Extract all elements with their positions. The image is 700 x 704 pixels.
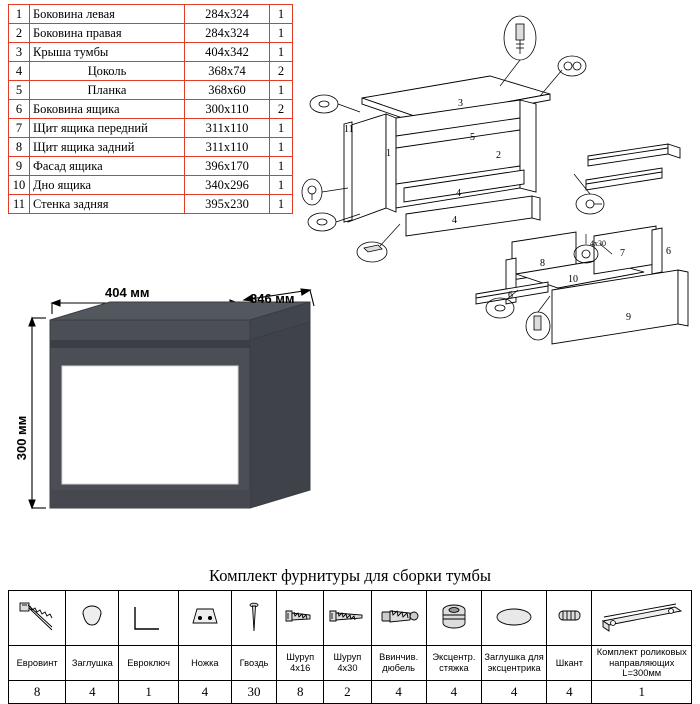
kit-item-name: Комплект роликовых направляющих L=300мм — [592, 646, 692, 681]
table-row — [9, 195, 293, 214]
drawer-front-face — [62, 366, 238, 484]
kit-item-name: Евровинт — [9, 646, 66, 681]
kit-item-name: Ввинчив. дюбель — [371, 646, 426, 681]
part-size: 284х324 — [185, 5, 270, 24]
table-row — [9, 43, 293, 62]
part-name: Крыша тумбы — [30, 43, 185, 62]
part-qty: 2 — [270, 62, 293, 81]
kit-item-name: Евроключ — [119, 646, 178, 681]
part-number: 9 — [9, 157, 30, 176]
callout-8: 8 — [540, 258, 545, 269]
part-name: Щит ящика передний — [30, 119, 185, 138]
kit-item-name: Шкант — [547, 646, 592, 681]
table-row — [9, 62, 293, 81]
part-number: 1 — [9, 5, 30, 24]
screw-4x16-icon — [277, 591, 324, 646]
part-name: Дно ящика — [30, 176, 185, 195]
callout-4-lower: 4 — [452, 215, 457, 226]
cap-icon — [66, 591, 119, 646]
screw-4x30-icon — [324, 591, 371, 646]
part-name: Планка — [30, 81, 185, 100]
kit-icon-row — [9, 591, 692, 646]
kit-item-qty: 4 — [426, 680, 481, 703]
kit-item-qty: 30 — [231, 680, 276, 703]
part-left-side — [348, 114, 396, 222]
callout-7: 7 — [620, 248, 625, 259]
part-name: Боковина левая — [30, 5, 185, 24]
part-qty: 1 — [270, 119, 293, 138]
part-drawer-slide-right-2 — [586, 168, 662, 190]
part-qty: 1 — [270, 43, 293, 62]
part-number: 6 — [9, 100, 30, 119]
hardware-kit-table — [8, 590, 692, 704]
part-qty: 1 — [270, 138, 293, 157]
table-row — [9, 5, 293, 24]
euro-screw-icon — [9, 591, 66, 646]
part-number: 8 — [9, 138, 30, 157]
part-size: 368х60 — [185, 81, 270, 100]
callout-3: 3 — [458, 98, 463, 109]
screw-in-dowel-icon — [371, 591, 426, 646]
euro-key-icon — [119, 591, 178, 646]
part-number: 4 — [9, 62, 30, 81]
part-size: 395х230 — [185, 195, 270, 214]
part-size: 311х110 — [185, 138, 270, 157]
part-name: Цоколь — [30, 62, 185, 81]
part-size: 396х170 — [185, 157, 270, 176]
callout-6-right: 6 — [666, 246, 671, 257]
foot-icon — [178, 591, 231, 646]
part-qty: 1 — [270, 157, 293, 176]
part-number: 2 — [9, 24, 30, 43]
part-number: 10 — [9, 176, 30, 195]
table-row — [9, 24, 293, 43]
callout-5: 5 — [470, 132, 475, 143]
part-name: Боковина ящика — [30, 100, 185, 119]
screw-spec-label: 4x30 — [590, 239, 606, 248]
kit-item-qty: 4 — [482, 680, 547, 703]
part-number: 5 — [9, 81, 30, 100]
table-row — [9, 176, 293, 195]
kit-item-qty: 8 — [9, 680, 66, 703]
part-name: Щит ящика задний — [30, 138, 185, 157]
part-size: 340х296 — [185, 176, 270, 195]
kit-name-row — [9, 646, 692, 681]
kit-item-name: Эксцентр. стяжка — [426, 646, 481, 681]
part-qty: 1 — [270, 5, 293, 24]
kit-item-qty: 2 — [324, 680, 371, 703]
kit-item-name: Гвоздь — [231, 646, 276, 681]
part-number: 11 — [9, 195, 30, 214]
product-svg — [10, 278, 390, 548]
drawer-slide-icon — [592, 591, 692, 646]
kit-item-qty: 1 — [592, 680, 692, 703]
kit-qty-row — [9, 680, 692, 703]
part-size: 300х110 — [185, 100, 270, 119]
part-drawer-side-right — [652, 228, 662, 274]
width-label: 404 мм — [105, 285, 150, 300]
part-qty: 1 — [270, 24, 293, 43]
callout-6-left: 6 — [508, 290, 513, 301]
cam-lock-icon — [426, 591, 481, 646]
callout-9: 9 — [626, 312, 631, 323]
table-row — [9, 119, 293, 138]
part-drawer-front-panel — [594, 226, 656, 274]
part-size: 404х342 — [185, 43, 270, 62]
table-row — [9, 100, 293, 119]
height-label: 300 мм — [14, 415, 29, 461]
part-qty: 1 — [270, 81, 293, 100]
finished-product-drawing — [10, 278, 390, 548]
nail-icon — [231, 591, 276, 646]
cam-cap-icon — [482, 591, 547, 646]
kit-item-qty: 4 — [371, 680, 426, 703]
parts-table-body — [9, 5, 293, 214]
cabinet-3d-body — [50, 302, 310, 508]
callout-2: 2 — [496, 150, 501, 161]
kit-title: Комплект фурнитуры для сборки тумбы — [209, 566, 491, 585]
callout-11: 11 — [344, 124, 354, 135]
parts-table — [8, 4, 293, 214]
part-size: 368х74 — [185, 62, 270, 81]
part-qty: 1 — [270, 195, 293, 214]
kit-item-name: Ножка — [178, 646, 231, 681]
depth-label: 346 мм — [250, 291, 295, 306]
kit-item-name: Заглушка для эксцентрика — [482, 646, 547, 681]
kit-item-qty: 1 — [119, 680, 178, 703]
part-back-wall — [344, 122, 352, 222]
table-row — [9, 138, 293, 157]
table-row — [9, 81, 293, 100]
part-name: Фасад ящика — [30, 157, 185, 176]
height-dimension — [29, 318, 46, 508]
part-name: Стенка задняя — [30, 195, 185, 214]
kit-item-qty: 8 — [277, 680, 324, 703]
kit-item-qty: 4 — [66, 680, 119, 703]
part-qty: 2 — [270, 100, 293, 119]
part-size: 284х324 — [185, 24, 270, 43]
part-drawer-slide-right — [588, 144, 680, 166]
part-number: 7 — [9, 119, 30, 138]
part-qty: 1 — [270, 176, 293, 195]
callout-4-upper: 4 — [456, 188, 461, 199]
dowel-icon — [547, 591, 592, 646]
part-name: Боковина правая — [30, 24, 185, 43]
kit-item-name: Шуруп 4х16 — [277, 646, 324, 681]
part-number: 3 — [9, 43, 30, 62]
table-row — [9, 157, 293, 176]
kit-item-name: Шуруп 4х30 — [324, 646, 371, 681]
kit-item-name: Заглушка — [66, 646, 119, 681]
callout-10: 10 — [568, 274, 578, 285]
callout-1: 1 — [386, 148, 391, 159]
kit-item-qty: 4 — [178, 680, 231, 703]
kit-item-qty: 4 — [547, 680, 592, 703]
part-size: 311х110 — [185, 119, 270, 138]
